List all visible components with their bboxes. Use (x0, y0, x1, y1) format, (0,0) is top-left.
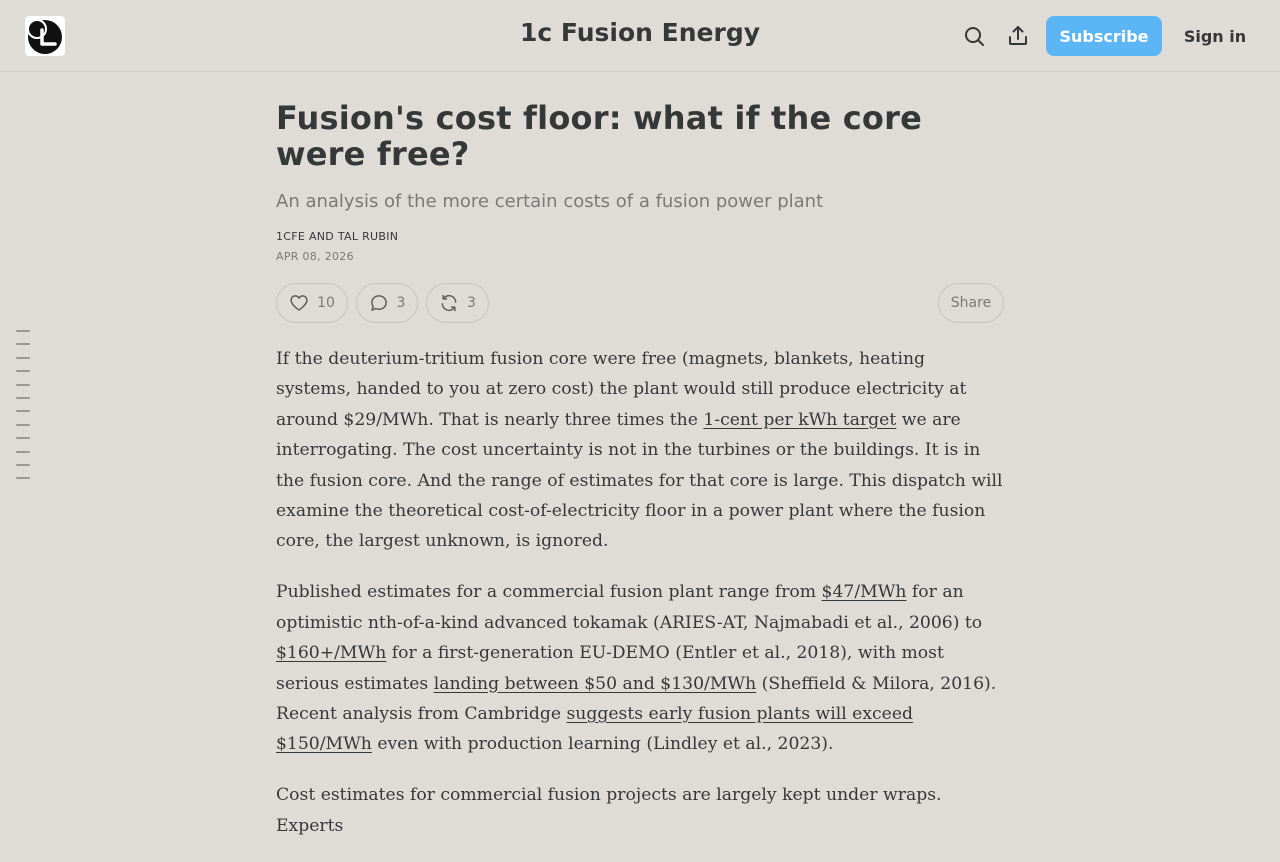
toc-entry[interactable] (16, 397, 30, 399)
body-paragraph (276, 577, 1004, 759)
text-run: Published estimates for a commercial fusion plant range from (276, 582, 822, 603)
toc-entry[interactable] (16, 464, 30, 466)
toc-entry[interactable] (16, 424, 30, 426)
search-icon[interactable] (962, 24, 986, 48)
text-run: even with production learning (Lindley et al., 2023). (371, 734, 834, 755)
toc-entry[interactable] (16, 384, 30, 386)
aries-at-cost-link[interactable]: $47/MWh (821, 582, 907, 603)
toc-entry[interactable] (16, 477, 30, 479)
restack-count: 3 (467, 295, 476, 311)
comment-count: 3 (396, 295, 406, 311)
toc-entry[interactable] (16, 330, 30, 332)
one-cent-target-link[interactable]: 1-cent per kWh target (703, 409, 897, 430)
post-subtitle: An analysis of the more certain costs of a fusion power plant (276, 191, 824, 212)
body-paragraph (276, 344, 1004, 557)
toc-entry[interactable] (16, 410, 30, 412)
post-body (276, 344, 1004, 841)
text-run: for an optimistic nth-of-a-kind advanced tokamak (ARIES-AT, Najmabadi et al., 2006) to (276, 582, 983, 633)
subscribe-button[interactable]: Subscribe (1046, 16, 1162, 56)
table-of-contents[interactable] (16, 330, 30, 491)
publication-title[interactable]: 1c Fusion Energy (519, 18, 761, 47)
comment-icon (369, 293, 389, 313)
like-count: 10 (317, 295, 335, 311)
post-byline[interactable]: 1CFE AND TAL RUBIN (276, 230, 399, 243)
sign-in-button[interactable]: Sign in (1174, 16, 1256, 56)
eu-demo-cost-link[interactable]: $160+/MWh (276, 643, 387, 664)
post-actions (276, 283, 1004, 323)
top-bar (0, 0, 1280, 72)
heart-icon (289, 293, 309, 313)
article (276, 100, 1004, 862)
restack-button[interactable] (426, 283, 489, 323)
share-icon[interactable] (1006, 24, 1030, 48)
text-run: (Sheffield & Milora, 2016). Recent analysis from Cambridge (276, 673, 997, 725)
text-run: for a first-generation EU-DEMO (Entler et al., 2018), with most serious estimates (276, 643, 944, 694)
share-button[interactable] (938, 283, 1004, 323)
post-title: Fusion's cost floor: what if the core were free? (276, 99, 922, 173)
post-date: APR 08, 2026 (276, 250, 354, 263)
toc-entry[interactable] (16, 437, 30, 439)
toc-entry[interactable] (16, 343, 30, 345)
toc-entry[interactable] (16, 451, 30, 453)
text-run: If the deuterium-tritium fusion core were free (magnets, blankets, heating systems, handed to you at zero cost) the plant would still produce electricity at around $29/MWh. That is nearly three times the (276, 349, 967, 430)
estimate-range-link[interactable]: landing between $50 and $130/MWh (433, 673, 757, 694)
like-button[interactable] (276, 283, 348, 323)
body-paragraph (276, 780, 1004, 841)
text-run: we are interrogating. The cost uncertainty is not in the turbines or the buildings. It is in the fusion core. And the range of estimates for that core is large. This dispatch will examine the theoretical cost-of-electricity floor in a power plant where the fusion core, the largest unknown, is ignored. (276, 409, 1003, 552)
restack-icon (439, 293, 459, 313)
cambridge-analysis-link[interactable]: suggests early fusion plants will exceed $150/MWh (276, 704, 913, 755)
share-label: Share (950, 295, 992, 311)
text-run: Cost estimates for commercial fusion projects are largely kept under wraps. Experts (276, 785, 942, 836)
toc-entry[interactable] (16, 357, 30, 359)
toc-entry[interactable] (16, 370, 30, 372)
comments-button[interactable] (356, 283, 418, 323)
